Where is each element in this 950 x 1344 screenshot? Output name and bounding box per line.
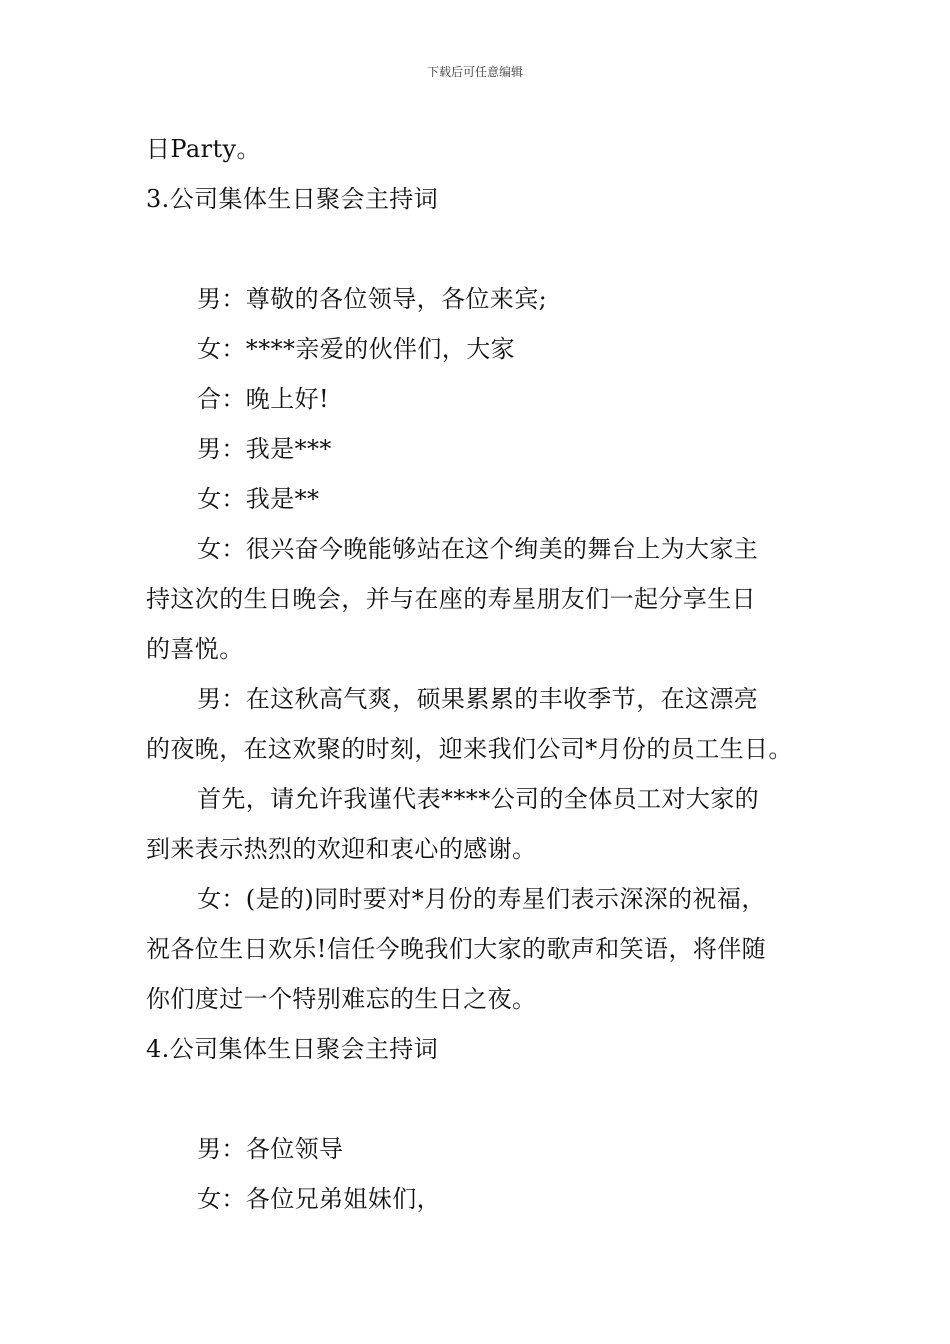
dialogue-line: 男：各位领导 — [197, 1135, 344, 1163]
text-line: 日Party。 — [146, 135, 261, 163]
text-line: 祝各位生日欢乐!信任今晚我们大家的歌声和笑语，将伴随 — [146, 935, 767, 963]
dialogue-line: 男：尊敬的各位领导，各位来宾; — [197, 285, 548, 313]
dialogue-line: 女：(是的)同时要对*月份的寿星们表示深深的祝福， — [197, 885, 766, 913]
text-line: 的喜悦。 — [146, 635, 244, 663]
dialogue-line: 男：在这秋高气爽，硕果累累的丰收季节，在这漂亮 — [197, 685, 759, 713]
text-line: 到来表示热烈的欢迎和衷心的感谢。 — [146, 835, 537, 863]
blank-line — [146, 1074, 810, 1124]
text-line: 的夜晚，在这欢聚的时刻，迎来我们公司*月份的员工生日。 — [146, 735, 793, 763]
document-body — [146, 124, 810, 1224]
dialogue-line: 女：我是** — [197, 485, 320, 513]
dialogue-line: 女：很兴奋今晚能够站在这个绚美的舞台上为大家主 — [197, 535, 759, 563]
dialogue-line: 女：****亲爱的伙伴们，大家 — [197, 335, 515, 363]
section-heading: 3.公司集体生日聚会主持词 — [146, 185, 439, 213]
page-header: 下载后可任意编辑 — [426, 65, 523, 79]
blank-line — [146, 224, 810, 274]
section-heading: 4.公司集体生日聚会主持词 — [146, 1035, 439, 1063]
dialogue-line: 男：我是*** — [197, 435, 332, 463]
dialogue-line: 合：晚上好! — [197, 385, 330, 413]
dialogue-line: 女：各位兄弟姐妹们， — [197, 1185, 441, 1213]
dialogue-line: 首先，请允许我谨代表****公司的全体员工对大家的 — [197, 785, 759, 813]
text-line: 你们度过一个特别难忘的生日之夜。 — [146, 985, 537, 1013]
text-line: 持这次的生日晚会，并与在座的寿星朋友们一起分享生日 — [146, 585, 756, 613]
